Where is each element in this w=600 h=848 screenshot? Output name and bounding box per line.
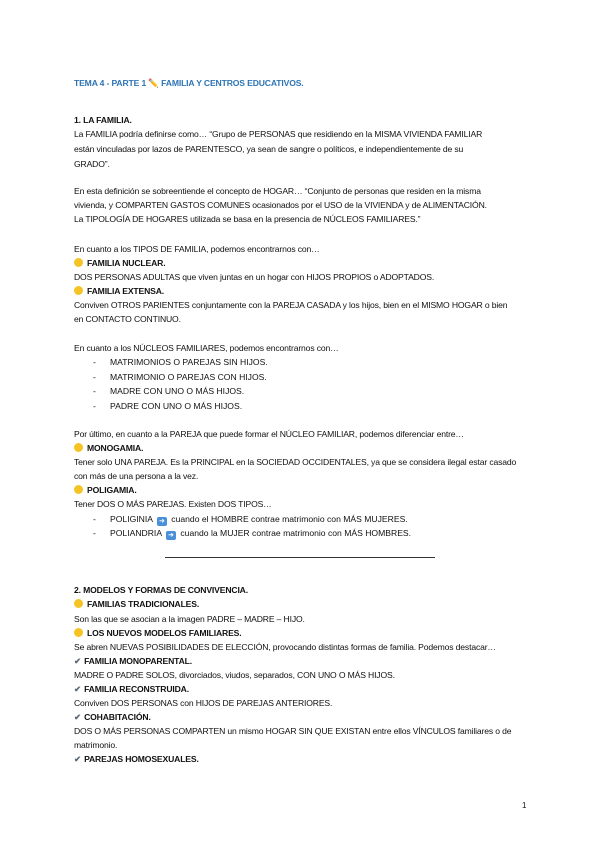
cohabitacion-heading: ✔ COHABITACIÓN.: [74, 712, 151, 722]
monogamia-heading: MONOGAMIA.: [74, 443, 143, 453]
paragraph-line: vivienda, y COMPARTEN GASTOS COMUNES ocasionados por el USO de la VIVIENDA y de ALIMENTACIÓN.: [74, 200, 487, 210]
family-type-extensa: FAMILIA EXTENSA.: [74, 286, 164, 296]
yellow-circle-icon: [74, 286, 83, 295]
monoparental-heading: ✔ FAMILIA MONOPARENTAL.: [74, 656, 192, 666]
cohabitacion-description: DOS O MÁS PERSONAS COMPARTEN un mismo HOGAR SIN QUE EXISTAN entre ellos VÍNCULOS familiares o de: [74, 726, 512, 736]
paragraph-line: En esta definición se sobreentiende el concepto de HOGAR… “Conjunto de personas que residen en la misma: [74, 186, 481, 196]
document-title: [74, 78, 304, 88]
monogamia-description: Tener solo UNA PAREJA. Es la PRINCIPAL en la SOCIEDAD OCCIDENTALES, ya que se considera ilegal estar casado: [74, 457, 517, 467]
nuevos-modelos-heading: LOS NUEVOS MODELOS FAMILIARES.: [74, 628, 242, 638]
reconstruida-heading: ✔ FAMILIA RECONSTRUIDA.: [74, 684, 189, 694]
pencil-icon: ✏️: [148, 78, 159, 88]
yellow-circle-icon: [74, 599, 83, 608]
monoparental-description: MADRE O PADRE SOLOS, divorciados, viudos, separados, CON UNO O MÁS HIJOS.: [74, 670, 395, 680]
list-dash: -: [93, 386, 96, 396]
list-dash: -: [93, 401, 96, 411]
right-arrow-icon: ➜: [166, 531, 176, 540]
check-mark-icon: ✔: [74, 684, 82, 694]
paragraph-line: La FAMILIA podría definirse como… “Grupo de PERSONAS que residiendo en la MISMA VIVIENDA FAMILIAR: [74, 129, 483, 139]
check-mark-icon: ✔: [74, 754, 82, 764]
check-mark-icon: ✔: [74, 712, 82, 722]
section-separator: [165, 557, 435, 558]
poligamia-description: Tener DOS O MÁS PAREJAS. Existen DOS TIPOS…: [74, 499, 272, 509]
yellow-circle-icon: [74, 485, 83, 494]
right-arrow-icon: ➜: [157, 517, 167, 526]
yellow-circle-icon: [74, 443, 83, 452]
tradicionales-description: Son las que se asocian a la imagen PADRE – MADRE – HIJO.: [74, 614, 305, 624]
family-type-nuclear: FAMILIA NUCLEAR.: [74, 258, 165, 268]
title-text: TEMA 4 - PARTE 1: [74, 78, 147, 88]
list-dash: -: [93, 357, 96, 367]
nuclear-description: DOS PERSONAS ADULTAS que viven juntas en un hogar con HIJOS PROPIOS o ADOPTADOS.: [74, 272, 435, 282]
list-dash: -: [93, 528, 96, 538]
poliginia-item: POLIGINIA ➜ cuando el HOMBRE contrae matrimonio con MÁS MUJERES.: [110, 514, 408, 525]
section-1-heading: 1. LA FAMILIA.: [74, 115, 132, 125]
tradicionales-heading: FAMILIAS TRADICIONALES.: [74, 599, 199, 609]
monogamia-description: con más de una persona a la vez.: [74, 471, 199, 481]
homosexuales-heading: ✔ PAREJAS HOMOSEXUALES.: [74, 754, 199, 764]
reconstruida-description: Conviven DOS PERSONAS con HIJOS DE PAREJAS ANTERIORES.: [74, 698, 333, 708]
yellow-circle-icon: [74, 258, 83, 267]
poliandria-item: POLIANDRIA ➜ cuando la MUJER contrae matrimonio con MÁS HOMBRES.: [110, 528, 412, 539]
list-item: MATRIMONIO O PAREJAS CON HIJOS.: [110, 372, 267, 382]
check-mark-icon: ✔: [74, 656, 82, 666]
extensa-description: en CONTACTO CONTINUO.: [74, 314, 181, 324]
list-item: MADRE CON UNO O MÁS HIJOS.: [110, 386, 245, 396]
list-dash: -: [93, 372, 96, 382]
nuevos-modelos-description: Se abren NUEVAS POSIBILIDADES DE ELECCIÓN, provocando distintas formas de familia. Podemos destacar…: [74, 642, 496, 652]
yellow-circle-icon: [74, 628, 83, 637]
paragraph-line: están vinculadas por lazos de PARENTESCO, ya sean de sangre o políticos, e independientemente de su: [74, 144, 464, 154]
paragraph-line: La TIPOLOGÍA DE HOGARES utilizada se basa en la presencia de NÚCLEOS FAMILIARES.”: [74, 214, 421, 224]
page-number: 1: [522, 801, 527, 810]
section-2-heading: 2. MODELOS Y FORMAS DE CONVIVENCIA.: [74, 585, 248, 595]
nucleos-intro: En cuanto a los NÚCLEOS FAMILIARES, podemos encontrarnos con…: [74, 343, 339, 353]
list-dash: -: [93, 514, 96, 524]
list-item: MATRIMONIOS O PAREJAS SIN HIJOS.: [110, 357, 268, 367]
pareja-intro: Por último, en cuanto a la PAREJA que puede formar el NÚCLEO FAMILIAR, podemos diferenciar entre…: [74, 429, 464, 439]
extensa-description: Conviven OTROS PARIENTES conjuntamente con la PAREJA CASADA y los hijos, bien en el MISMO HOGAR o bien: [74, 300, 508, 310]
cohabitacion-description: matrimonio.: [74, 740, 118, 750]
list-item: PADRE CON UNO O MÁS HIJOS.: [110, 401, 243, 411]
poligamia-heading: POLIGAMIA.: [74, 485, 137, 495]
types-intro: En cuanto a los TIPOS DE FAMILIA, podemos encontrarnos con…: [74, 244, 320, 254]
paragraph-line: GRADO”.: [74, 159, 110, 169]
title-subtitle: FAMILIA Y CENTROS EDUCATIVOS.: [161, 78, 304, 88]
